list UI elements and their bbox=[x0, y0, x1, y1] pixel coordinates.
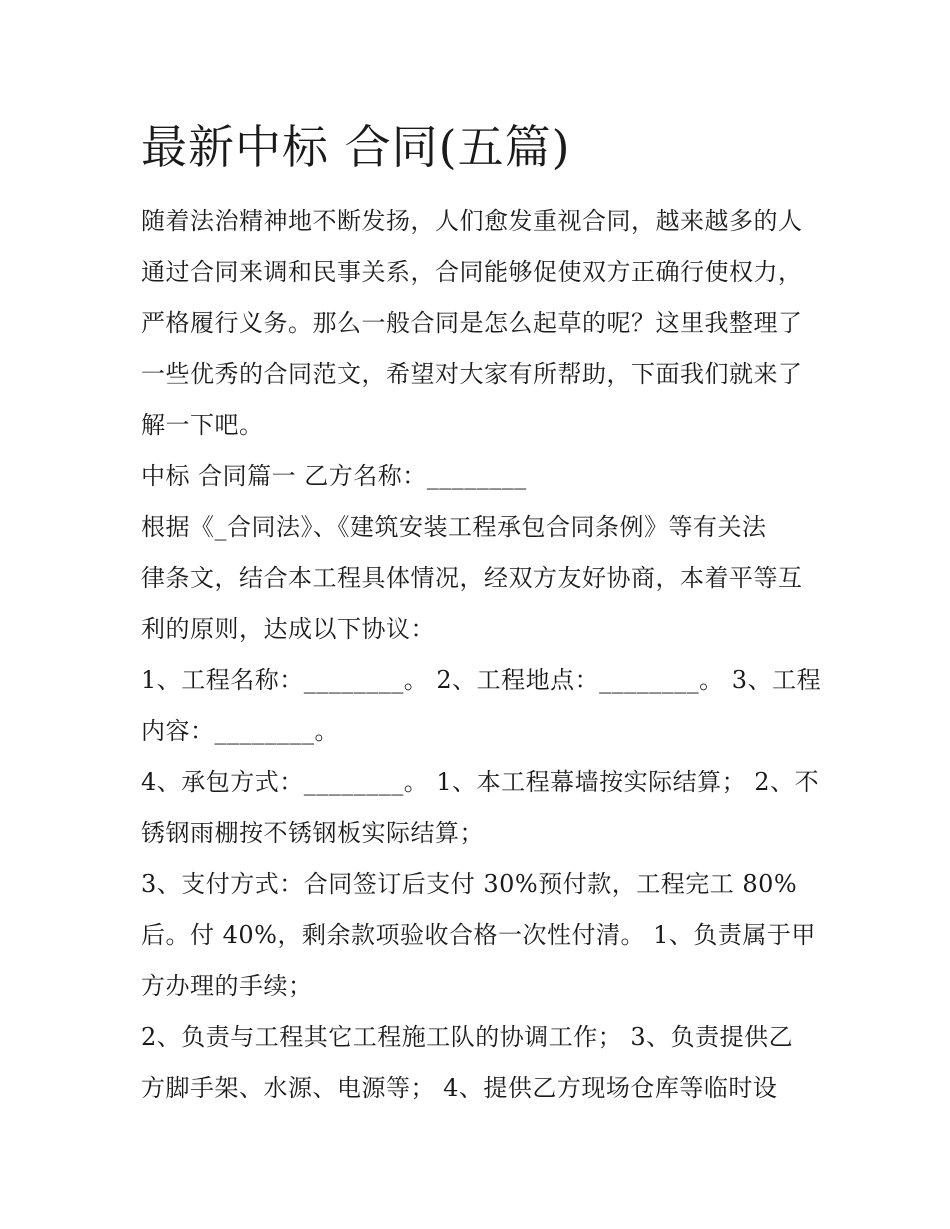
paragraph-line: 一些优秀的合同范文，希望对大家有所帮助，下面我们就来了 bbox=[141, 360, 803, 388]
paragraph-line: 3、支付方式：合同签订后支付 30%预付款，工程完工 80% bbox=[141, 870, 798, 898]
paragraph-line: 2、负责与工程其它工程施工队的协调工作； 3、负责提供乙 bbox=[141, 1023, 794, 1051]
paragraph-line: 方办理的手续； bbox=[141, 972, 313, 1000]
paragraph-line: 内容：________。 bbox=[141, 717, 339, 745]
paragraph-line: 律条文，结合本工程具体情况，经双方友好协商，本着平等互 bbox=[141, 564, 803, 592]
paragraph-line: 严格履行义务。那么一般合同是怎么起草的呢？这里我整理了 bbox=[141, 309, 803, 337]
paragraph-line: 通过合同来调和民事关系，合同能够促使双方正确行使权力， bbox=[141, 258, 803, 286]
paragraph-line: 随着法治精神地不断发扬，人们愈发重视合同，越来越多的人 bbox=[141, 207, 803, 235]
paragraph-line: 4、承包方式：________。 1、本工程幕墙按实际结算； 2、不 bbox=[141, 768, 820, 796]
paragraph-line: 利的原则，达成以下协议： bbox=[141, 615, 435, 643]
document-title: 最新中标 合同(五篇) bbox=[141, 120, 571, 174]
paragraph-line: 1、工程名称：________。 2、工程地点：________。 3、工程 bbox=[141, 666, 822, 694]
section-heading: 中标 合同篇一 乙方名称：________ bbox=[141, 462, 527, 490]
paragraph-line: 根据《_合同法》、《建筑安装工程承包合同条例》等有关法 bbox=[141, 513, 767, 541]
paragraph-line: 解一下吧。 bbox=[141, 411, 264, 439]
paragraph-line: 方脚手架、水源、电源等； 4、提供乙方现场仓库等临时设 bbox=[141, 1074, 778, 1102]
paragraph-line: 锈钢雨棚按不锈钢板实际结算； bbox=[141, 819, 484, 847]
paragraph-line: 后。付 40%，剩余款项验收合格一次性付清。 1、负责属于甲 bbox=[141, 921, 816, 949]
